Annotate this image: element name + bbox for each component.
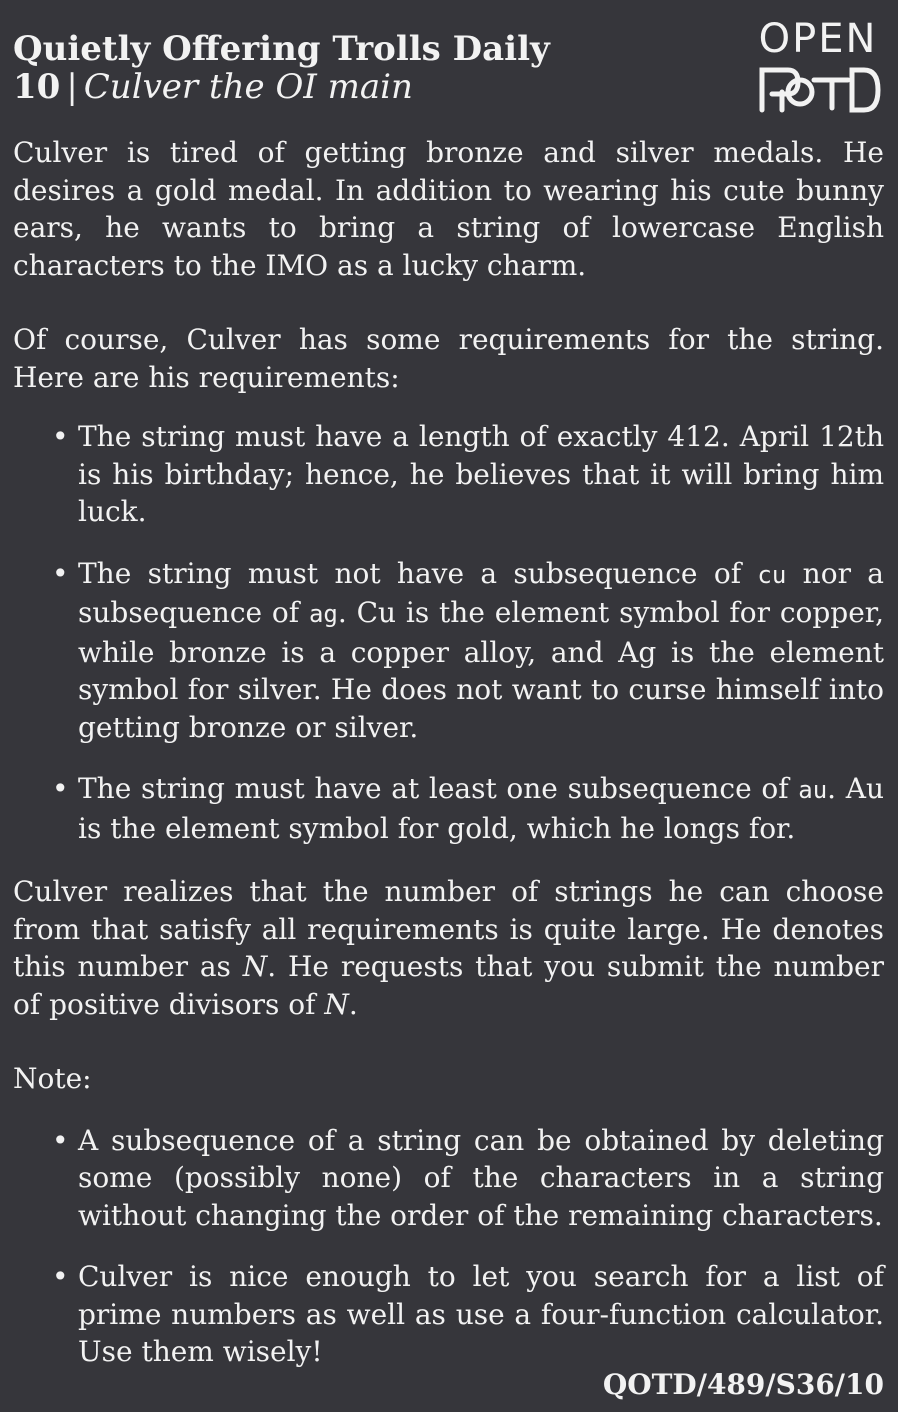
openqotd-logo-icon <box>752 12 884 116</box>
bullet-icon: • <box>52 420 69 453</box>
subtitle-separator: | <box>66 67 78 107</box>
list-item: • The string must have at least one subsequence of au. Au is the element symbol for gold, which he longs for. <box>52 772 884 845</box>
header <box>13 30 550 106</box>
requirements-intro: Of course, Culver has some requirements for the string. Here are his requirements: <box>13 323 884 394</box>
problem-number: 10 <box>13 67 61 107</box>
problem-name: Culver the OI main <box>83 67 413 107</box>
note-label: Note: <box>13 1062 92 1095</box>
problem-body <box>13 134 884 1371</box>
bullet-icon: • <box>52 772 69 805</box>
logo-text-open: OPEN <box>758 16 878 62</box>
list-item: • Culver is nice enough to let you search for a list of prime numbers as well as use a four-function calculator. Use them wisely! <box>52 1260 884 1368</box>
bullet-icon: • <box>52 1260 69 1293</box>
intro-paragraph: Culver is tired of getting bronze and silver medals. He desires a gold medal. In addition to wearing his cute bunny ears, he wants to bring a string of lowercase English characters to the IMO as a lucky charm. <box>13 136 884 282</box>
bullet-icon: • <box>52 556 69 590</box>
page-title: Quietly Offering Trolls Daily <box>13 29 550 69</box>
list-item: • A subsequence of a string can be obtained by deleting some (possibly none) of the characters in a string without changing the order of the remaining characters. <box>52 1123 884 1232</box>
list-item: • The string must have a length of exactly 412. April 12th is his birthday; hence, he believes that it will bring him luck. <box>52 420 884 528</box>
notes-list <box>13 1122 884 1371</box>
problem-id: QOTD/489/S36/10 <box>602 1368 884 1401</box>
requirements-list <box>13 418 884 847</box>
problem-subtitle <box>13 68 550 106</box>
task-paragraph: Culver realizes that the number of strings he can choose from that satisfy all requirements is quite large. He denotes this number as N. He requests that you submit the number of positive divisors of N. <box>13 875 884 1021</box>
bullet-icon: • <box>52 1123 69 1157</box>
list-item: • The string must not have a subsequence of cu nor a subsequence of ag. Cu is the element symbol for copper, while bronze is a copper alloy, and Ag is the element symbol for silver. He does not want to curse himself into getting bronze or silver. <box>52 556 884 744</box>
